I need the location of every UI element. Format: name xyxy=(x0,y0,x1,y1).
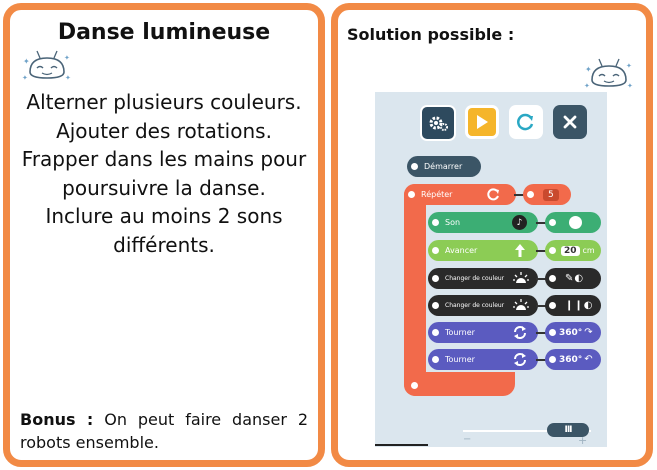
settings-button[interactable] xyxy=(420,105,456,141)
bonus-description: On peut faire danser 2 robots ensemble. xyxy=(20,410,309,452)
clockwise-icon: ↷ xyxy=(584,327,593,338)
change-color-block[interactable] xyxy=(428,295,538,316)
repeat-end-connector xyxy=(411,382,418,389)
turn-angle-param[interactable] xyxy=(545,349,601,370)
zoom-out-label[interactable]: − xyxy=(463,434,472,445)
play-icon xyxy=(468,108,496,136)
counterclockwise-icon: ↶ xyxy=(584,354,593,365)
music-note-icon: ♪ xyxy=(512,215,527,230)
close-button[interactable] xyxy=(553,105,587,139)
instruction-line: Alterner plusieurs couleurs. xyxy=(26,90,302,114)
turn-block-label: Tourner xyxy=(445,328,475,337)
color-param[interactable] xyxy=(545,295,601,316)
change-color-block[interactable] xyxy=(428,268,538,289)
close-icon xyxy=(562,114,578,130)
change-color-label: Changer de couleur xyxy=(445,275,505,282)
instruction-line: Inclure au moins 2 sons xyxy=(45,204,283,228)
start-block-label: Démarrer xyxy=(424,162,463,171)
rotate-icon xyxy=(512,325,528,340)
repeat-block[interactable] xyxy=(404,184,516,205)
robot-mascot-icon xyxy=(584,56,634,90)
screen-divider xyxy=(375,444,428,446)
forward-unit: cm xyxy=(582,246,595,255)
svg-text:✦: ✦ xyxy=(64,54,70,62)
rotate-icon xyxy=(512,352,528,367)
svg-text:✦: ✦ xyxy=(627,82,633,90)
forward-block-label: Avancer xyxy=(445,246,478,255)
app-screenshot xyxy=(375,92,607,447)
svg-text:✦: ✦ xyxy=(65,74,71,82)
arrow-up-icon xyxy=(514,243,526,258)
sun-icon xyxy=(513,298,529,312)
challenge-instructions xyxy=(16,88,312,259)
start-block[interactable] xyxy=(407,156,481,177)
turn-block-label: Tourner xyxy=(445,355,475,364)
svg-text:✦: ✦ xyxy=(22,74,28,82)
instruction-line: Frapper dans les mains pour xyxy=(21,147,307,171)
solution-card xyxy=(331,3,653,467)
sound-block[interactable] xyxy=(428,212,538,233)
gear-icon xyxy=(427,112,449,134)
svg-text:✦: ✦ xyxy=(626,62,632,70)
play-button[interactable] xyxy=(465,105,499,139)
turn-angle: 360° xyxy=(559,327,583,338)
sun-icon xyxy=(513,271,529,285)
challenge-title: Danse lumineuse xyxy=(57,20,271,45)
repeat-block-body xyxy=(404,184,426,396)
challenge-card xyxy=(3,3,325,467)
instruction-line: poursuivre la danse. xyxy=(62,175,266,200)
zoom-slider-handle[interactable]: III xyxy=(547,423,589,437)
repeat-count: 5 xyxy=(543,189,559,201)
reset-button[interactable] xyxy=(509,105,543,139)
refresh-icon xyxy=(516,112,536,132)
repeat-count-param[interactable] xyxy=(523,184,571,205)
svg-text:✦: ✦ xyxy=(23,57,30,66)
instruction-line: Ajouter des rotations. xyxy=(56,118,272,143)
svg-text:✦: ✦ xyxy=(584,82,590,90)
change-color-label: Changer de couleur xyxy=(445,302,505,309)
repeat-block-footer xyxy=(404,372,515,396)
instruction-line: différents. xyxy=(113,232,215,257)
turn-block[interactable] xyxy=(428,349,538,370)
robot-mascot-icon xyxy=(22,48,72,82)
repeat-icon xyxy=(486,187,501,202)
repeat-block-label: Répéter xyxy=(421,190,453,199)
forward-distance: 20 xyxy=(561,246,580,256)
sound-param[interactable] xyxy=(545,212,601,233)
color-swatches-icon: ✎◐ xyxy=(565,273,585,284)
bonus-label: Bonus : xyxy=(20,410,94,429)
svg-text:✦: ✦ xyxy=(585,65,592,74)
forward-distance-param[interactable] xyxy=(545,240,601,261)
dice-icon xyxy=(569,216,582,229)
turn-block[interactable] xyxy=(428,322,538,343)
solution-title: Solution possible : xyxy=(347,25,515,44)
color-param[interactable] xyxy=(545,268,601,289)
turn-angle-param[interactable] xyxy=(545,322,601,343)
bonus-text xyxy=(20,408,308,454)
zoom-in-label[interactable]: + xyxy=(578,434,588,447)
color-swatches-icon: ❙❙◐ xyxy=(565,300,594,311)
forward-block[interactable] xyxy=(428,240,538,261)
turn-angle: 360° xyxy=(559,354,583,365)
sound-block-label: Son xyxy=(445,218,461,227)
